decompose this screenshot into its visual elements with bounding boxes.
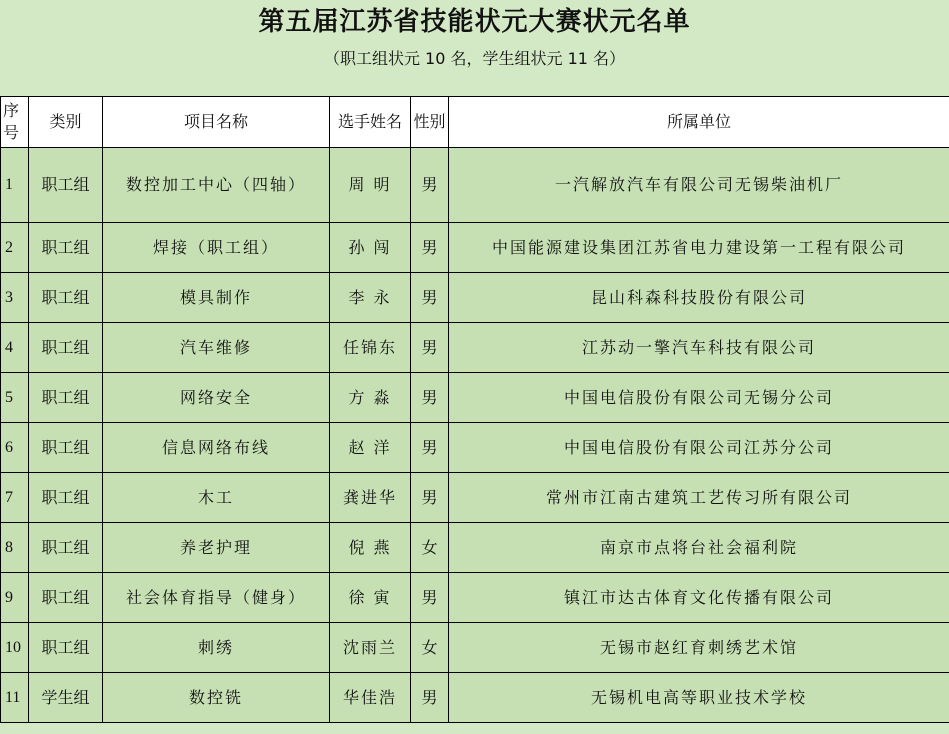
cell-type[interactable]: 职工组 [29,573,103,623]
cell-unit[interactable]: 中国电信股份有限公司江苏分公司 [449,423,949,473]
cell-unit[interactable]: 无锡机电高等职业技术学校 [449,673,949,723]
cell-name[interactable]: 倪 燕 [330,523,411,573]
table-row [1,323,949,373]
cell-no[interactable]: 6 [1,423,29,473]
cell-no[interactable]: 10 [1,623,29,673]
table-row [1,423,949,473]
cell-no[interactable]: 2 [1,223,29,273]
cell-sex[interactable]: 男 [411,223,449,273]
header-type[interactable]: 类别 [29,97,103,148]
table-row [1,473,949,523]
cell-name[interactable]: 徐 寅 [330,573,411,623]
cell-no[interactable]: 1 [1,148,29,223]
header-unit[interactable]: 所属单位 [449,97,949,148]
cell-project[interactable]: 模具制作 [103,273,330,323]
cell-sex[interactable]: 男 [411,473,449,523]
table-row [1,623,949,673]
table-header-row [1,97,949,148]
cell-project[interactable]: 刺绣 [103,623,330,673]
cell-no[interactable]: 7 [1,473,29,523]
cell-unit[interactable]: 常州市江南古建筑工艺传习所有限公司 [449,473,949,523]
cell-name[interactable]: 龚进华 [330,473,411,523]
cell-sex[interactable]: 男 [411,273,449,323]
cell-sex[interactable]: 女 [411,523,449,573]
cell-project[interactable]: 养老护理 [103,523,330,573]
cell-sex[interactable]: 男 [411,373,449,423]
cell-name[interactable]: 赵 洋 [330,423,411,473]
cell-unit[interactable]: 中国能源建设集团江苏省电力建设第一工程有限公司 [449,223,949,273]
cell-name[interactable]: 华佳浩 [330,673,411,723]
cell-sex[interactable]: 男 [411,673,449,723]
cell-unit[interactable]: 南京市点将台社会福利院 [449,523,949,573]
cell-project[interactable]: 信息网络布线 [103,423,330,473]
cell-project[interactable]: 数控铣 [103,673,330,723]
page-subtitle: （职工组状元 10 名，学生组状元 11 名） [323,49,626,68]
cell-name[interactable]: 周 明 [330,148,411,223]
table-row [1,223,949,273]
cell-no[interactable]: 4 [1,323,29,373]
cell-unit[interactable]: 江苏动一擎汽车科技有限公司 [449,323,949,373]
cell-type[interactable]: 职工组 [29,148,103,223]
page-title: 第五届江苏省技能状元大赛状元名单 [258,7,691,37]
cell-project[interactable]: 焊接（职工组） [103,223,330,273]
cell-sex[interactable]: 男 [411,423,449,473]
cell-sex[interactable]: 男 [411,573,449,623]
cell-unit[interactable]: 无锡市赵红育刺绣艺术馆 [449,623,949,673]
table-row [1,673,949,723]
table-row [1,148,949,223]
cell-project[interactable]: 数控加工中心（四轴） [103,148,330,223]
cell-project[interactable]: 汽车维修 [103,323,330,373]
header-project[interactable]: 项目名称 [103,97,330,148]
header-no[interactable]: 序号 [1,97,29,148]
cell-sex[interactable]: 男 [411,148,449,223]
cell-type[interactable]: 职工组 [29,223,103,273]
cell-no[interactable]: 9 [1,573,29,623]
cell-unit[interactable]: 一汽解放汽车有限公司无锡柴油机厂 [449,148,949,223]
cell-name[interactable]: 任锦东 [330,323,411,373]
cell-sex[interactable]: 女 [411,623,449,673]
cell-type[interactable]: 职工组 [29,423,103,473]
cell-project[interactable]: 网络安全 [103,373,330,423]
cell-project[interactable]: 社会体育指导（健身） [103,573,330,623]
cell-no[interactable]: 11 [1,673,29,723]
cell-unit[interactable]: 昆山科森科技股份有限公司 [449,273,949,323]
cell-type[interactable]: 职工组 [29,473,103,523]
cell-name[interactable]: 方 淼 [330,373,411,423]
cell-type[interactable]: 职工组 [29,323,103,373]
cell-name[interactable]: 李 永 [330,273,411,323]
cell-name[interactable]: 沈雨兰 [330,623,411,673]
header-sex[interactable]: 性别 [411,97,449,148]
cell-no[interactable]: 8 [1,523,29,573]
cell-unit[interactable]: 中国电信股份有限公司无锡分公司 [449,373,949,423]
cell-sex[interactable]: 男 [411,323,449,373]
table-row [1,373,949,423]
cell-project[interactable]: 木工 [103,473,330,523]
table-row [1,523,949,573]
table-row [1,273,949,323]
cell-type[interactable]: 职工组 [29,373,103,423]
winners-table [0,96,949,723]
header-name[interactable]: 选手姓名 [330,97,411,148]
cell-type[interactable]: 职工组 [29,523,103,573]
table-row [1,573,949,623]
cell-type[interactable]: 职工组 [29,273,103,323]
cell-no[interactable]: 3 [1,273,29,323]
cell-type[interactable]: 学生组 [29,673,103,723]
cell-unit[interactable]: 镇江市达古体育文化传播有限公司 [449,573,949,623]
cell-name[interactable]: 孙 闯 [330,223,411,273]
cell-no[interactable]: 5 [1,373,29,423]
cell-type[interactable]: 职工组 [29,623,103,673]
